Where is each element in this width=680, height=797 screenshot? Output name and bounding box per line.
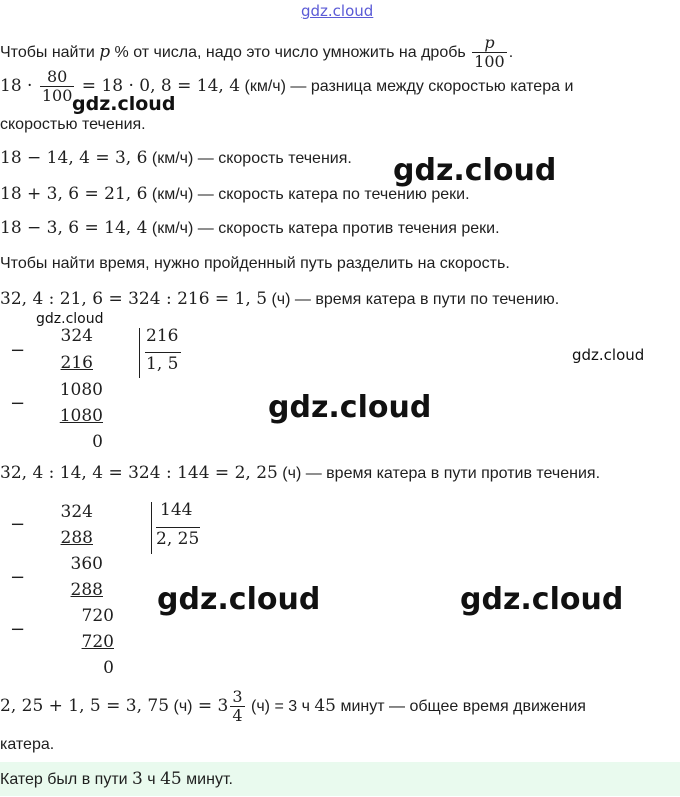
divisor: 216 [146,326,179,346]
divisor: 144 [160,500,193,520]
minus-sign: − [10,567,26,588]
rule-percent-line: Чтобы найти p % от числа, надо это число умножить на дробь $\frac{p}{100}$ . [0,33,514,72]
difference-calc-line-cont: скоростью течения. [0,116,146,133]
minus-sign: − [10,340,26,361]
quotient: 2, 25 [156,529,200,549]
dividend: 324 [60,326,93,346]
upstream-time-line: 32, 4 : 14, 4 = 324 : 144 = 2, 25 (ч) — время катера в пути против течения. [0,463,601,483]
watermark-top[interactable]: gdz.cloud [301,2,374,20]
division-underline [156,527,200,528]
division-bar [139,328,140,378]
upstream-speed-line: 18 − 3, 6 = 14, 4 (км/ч) — скорость катера против течения реки. [0,218,500,238]
minus-sign: − [10,393,26,414]
current-speed-line: 18 − 14, 4 = 3, 6 (км/ч) — скорость течения. [0,148,352,168]
fraction-p-over-100: $\frac{p}{100}$ [474,33,505,72]
watermark: gdz.cloud [572,346,645,364]
minus-sign: − [10,619,26,640]
watermark: gdz.cloud [157,582,321,617]
remainder: 720 [81,606,114,626]
subtrahend: 288 [70,580,103,600]
watermark: gdz.cloud [393,153,557,188]
dividend: 324 [60,502,93,522]
watermark: gdz.cloud [460,582,624,617]
remainder: 1080 [59,380,103,400]
division-underline [145,352,181,353]
time-rule-line: Чтобы найти время, нужно пройденный путь разделить на скорость. [0,255,510,272]
answer-box: Катер был в пути 3 ч 45 минут. [0,762,680,796]
quotient: 1, 5 [146,354,179,374]
fraction-80-over-100: $\frac{80}{100}$ [41,67,73,106]
subtrahend: 720 [81,632,114,652]
final-remainder: 0 [103,658,114,678]
subtrahend: 216 [60,353,93,373]
final-remainder: 0 [92,432,103,452]
remainder: 360 [70,554,103,574]
total-time-line-cont: катера. [0,736,55,753]
downstream-speed-line: 18 + 3, 6 = 21, 6 (км/ч) — скорость катера по течению реки. [0,184,470,204]
fraction-3-over-4: $\frac{3}{4}$ [232,687,243,726]
minus-sign: − [10,514,26,535]
total-time-line: 2, 25 + 1, 5 = 3, 75 (ч) = 3 $\frac{3}{4}$ (ч) = 3 ч 45 минут — общее время движения [0,687,586,726]
division-bar [151,502,152,554]
difference-calc-line: 18 · $\frac{80}{100}$ = 18 · 0, 8 = 14, 4 (км/ч) — разница между скоростью катера и [0,67,574,106]
watermark: gdz.cloud [268,390,432,425]
watermark: gdz.cloud [36,311,104,327]
subtrahend: 288 [60,528,93,548]
subtrahend: 1080 [59,406,103,426]
downstream-time-line: 32, 4 : 21, 6 = 324 : 216 = 1, 5 (ч) — время катера в пути по течению. [0,289,560,309]
watermark: gdz.cloud [72,93,176,115]
